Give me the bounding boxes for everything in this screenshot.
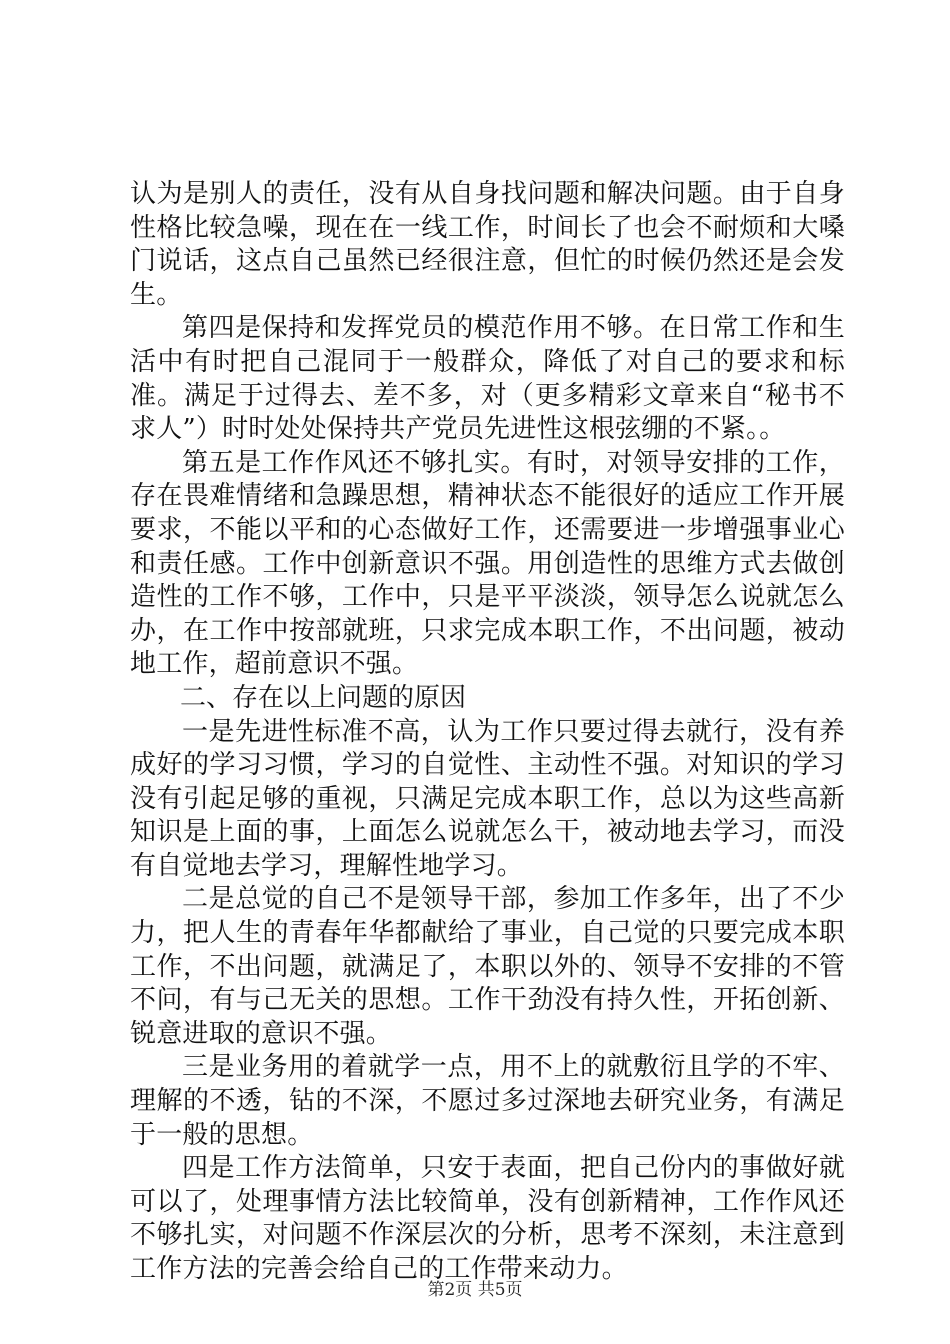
paragraph-3: 第五是工作作风还不够扎实。有时，对领导安排的工作，存在畏难情绪和急躁思想，精神状态不能很好的适应工作开展要求，不能以平和的心态做好工作，还需要进一步增强事业心和责任感。工作中创新意识不强。用创造性的思维方式去做创造性的工作不够，工作中，只是平平淡淡，领导怎么说就怎么办，在工作中按部就班，只求完成本职工作，不出问题，被动地工作，超前意识不强。	[130, 447, 845, 680]
document-body	[130, 178, 845, 1287]
paragraph-5: 二是总觉的自己不是领导干部，参加工作多年，出了不少力，把人生的青春年华都献给了事业，自己觉的只要完成本职工作，不出问题，就满足了，本职以外的、领导不安排的不管不问，有与己无关的思想。工作干劲没有持久性，开拓创新、锐意进取的意识不强。	[130, 884, 845, 1049]
paragraph-1: 认为是别人的责任，没有从自身找问题和解决问题。由于自身性格比较急噪，现在在一线工作，时间长了也会不耐烦和大嗓门说话，这点自己虽然已经很注意，但忙的时候仍然还是会发生。	[130, 179, 845, 310]
paragraph-7: 四是工作方法简单，只安于表面，把自己份内的事做好就可以了，处理事情方法比较简单，没有创新精神，工作作风还不够扎实，对问题不作深层次的分析，思考不深刻，未注意到工作方法的完善会给自己的工作带来动力。	[130, 1153, 845, 1284]
paragraph-6: 三是业务用的着就学一点，用不上的就敷衍且学的不牢、理解的不透，钻的不深，不愿过多过深地去研究业务，有满足于一般的思想。	[130, 1052, 845, 1150]
paragraph-4: 一是先进性标准不高，认为工作只要过得去就行，没有养成好的学习习惯，学习的自觉性、主动性不强。对知识的学习没有引起足够的重视，只满足完成本职工作，总以为这些高新知识是上面的事，上面怎么说就怎么干，被动地去学习，而没有自觉地去学习，理解性地学习。	[130, 716, 845, 881]
paragraph-2: 第四是保持和发挥党员的模范作用不够。在日常工作和生活中有时把自己混同于一般群众，降低了对自己的要求和标准。满足于过得去、差不多，对（更多精彩文章来自“秘书不求人”）时时处处保持共产党员先进性这根弦绷的不紧。。	[130, 313, 845, 445]
section-heading: 二、存在以上问题的原因	[180, 682, 467, 713]
page-number-footer: 第2页 共5页	[427, 1280, 523, 1300]
